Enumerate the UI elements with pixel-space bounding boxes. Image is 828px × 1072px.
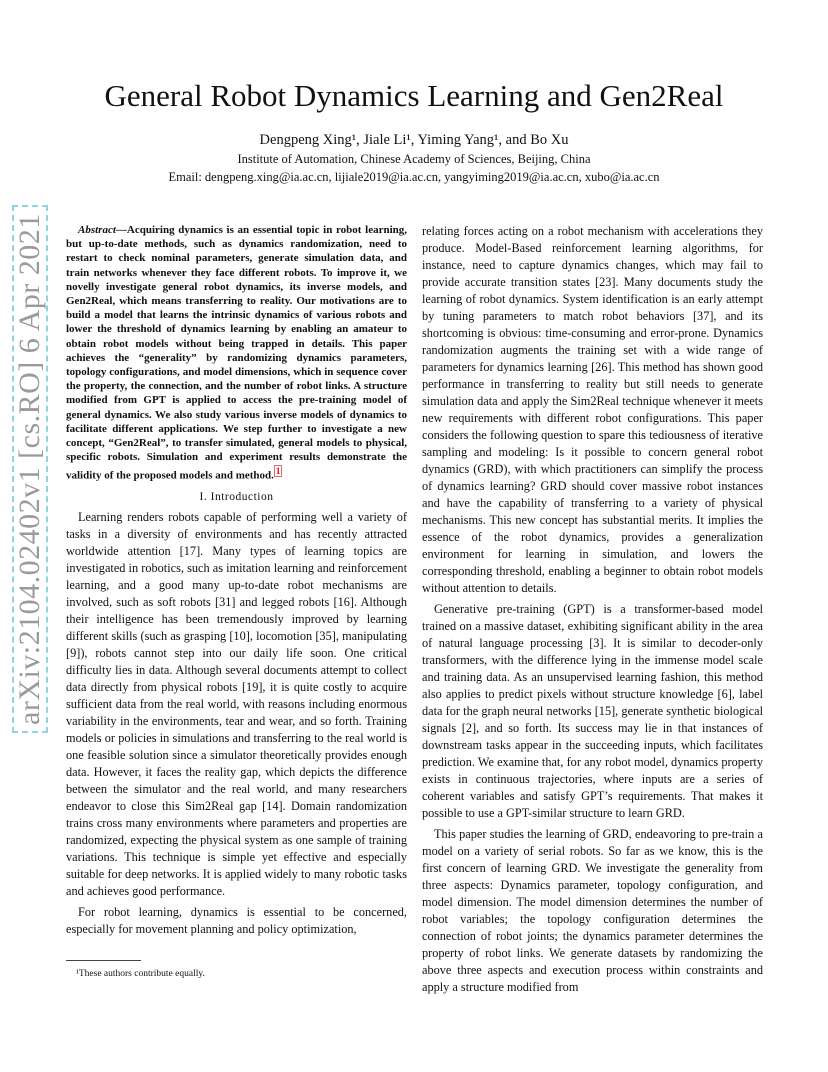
intro-paragraph-2: For robot learning, dynamics is essential to be concerned, especially for movement planning and policy optimization, xyxy=(66,905,407,937)
intro-paragraph-1: Learning renders robots capable of performing well a variety of tasks in a diversity of environments and has recently attracted worldwide attention [17]. Many types of learning topics are investigated in robotics, such as imitation learning and reinforcement learning, and a good many up-to-date robot mechanisms are involved, such as soft robots [31] and legged robots [16]. Although their intelligence has been tremendously improved by learning different skills (such as grasping [10], locomotion [35], manipulating [9]), robots cannot step into our daily life soon. One critical difficulty lies in data. Although several documents attempt to collect data directly from physical robots [19], it is quite costly to acquire sufficient data from the real world, with reasons including enormous variability in the environments, tear and wear, and so forth. Training models or policies in simulations and transferring to the real world is one feasible solution since a simulator theoretically provides enough data. However, it faces the reality gap, which depicts the difference between the simulator and the real world, and many researchers endeavor to close this Sim2Real gap [14]. Domain randomization trains cross many environments where parameters and properties are randomized, expecting the physical system as one sample of training variations. This technique is simple yet effective and especially suitable for deep networks. It is applied widely to many robotic tasks and achieves good performance. xyxy=(66,510,407,899)
intro-paragraph-4: Generative pre-training (GPT) is a transformer-based model trained on a massive dataset, exhibiting significant ability in the area of natural language processing [3]. It is similar to decoder-only transformers, with the difference lying in the immense model scale and training data. As an unsupervised learning fashion, this method also applies to predict pixels without structure knowledge [6], label data for the graph neural networks [15], generate synthetic biological signals [2], and so forth. Its success may lie in that instances of downstream tasks appear in the succeeding inputs, which facilitates prediction. We examine that, for any robot model, dynamics property exists in continuous trajectories, where inputs are a series of coherent variables and satisfy GPT’s requirements. That makes it possible to use a GPT-similar structure to learn GRD. xyxy=(422,602,763,820)
paper-title: General Robot Dynamics Learning and Gen2Real xyxy=(104,78,724,113)
abstract-text: —Acquiring dynamics is an essential topic in robot learning, but up-to-date methods, such as dynamics randomization, need to restart to check nominal parameters, generate simulation data, and train networks whenever they face different robots. To improve it, we novelly investigate general robot dynamics, its inverse models, and Gen2Real, which means transferring to reality. Our motivations are to build a model that learns the intrinsic dynamics of various robots and lower the threshold of dynamics learning by enabling an amateur to obtain robot models without being trapped in details. This paper achieves the “generality” by randomizing dynamics parameters, topology configurations, and model dimensions, which in sequence cover the property, the connection, and the number of robot links. A structure modified from GPT is applied to access the pre-training model of general dynamics. We also study various inverse models of dynamics to facilitate different applications. We step further to investigate a new concept, “Gen2Real”, to transfer simulated, general models to physical, specific robots. Simulation and experiment results demonstrate the validity of the proposed models and method. xyxy=(66,224,407,483)
footnote: ¹These authors contribute equally. xyxy=(76,969,205,979)
arxiv-id-label[interactable]: arXiv:2104.02402v1 [cs.RO] 6 Apr 2021 xyxy=(12,205,48,733)
author-list: Dengpeng Xing¹, Jiale Li¹, Yiming Yang¹, and Bo Xu xyxy=(259,132,569,148)
footnote-rule xyxy=(66,960,141,961)
email-line: Email: dengpeng.xing@ia.ac.cn, lijiale2019@ia.ac.cn, yangyiming2019@ia.ac.cn, xubo@ia.ac.cn xyxy=(168,170,660,184)
abstract xyxy=(66,223,407,483)
right-column xyxy=(422,223,763,996)
footnote-link[interactable]: 1 xyxy=(275,466,281,477)
intro-paragraph-3: relating forces acting on a robot mechanism with accelerations they produce. Model-Based reinforcement learning algorithms, for instance, need to capture dynamics changes, which may fail to provide accurate transition states [23]. Many documents study the learning of robot dynamics. System identification is an early attempt by tuning parameters to match robot behaviors [37], and its shortcoming is obvious: time-consuming and error-prone. Dynamics randomization augments the training set with a wide range of parameters for dynamics learning [26]. This method has shown good performance in transferring to reality but still needs to generate simulation data and apply the Sim2Real technique whenever it meets new requirements with different robot configurations. This paper considers the following question to spare this tediousness of iterative sampling and modeling: Is it possible to concern general robot dynamics (GRD), with which practitioners can simplify the process of dynamics learning? GRD should cover massive robot instances and have the capability of transferring to a variety of physical mechanisms. This new concept has substantial merits. It implies the essence of the robot dynamics, provides a generalization environment for learning in simulation, and lowers the corresponding threshold, enabling a beginner to obtain robot models without attention to details. xyxy=(422,224,763,595)
left-column xyxy=(66,223,407,938)
section-heading-introduction: I. Introduction xyxy=(199,491,274,504)
affiliation: Institute of Automation, Chinese Academy of Sciences, Beijing, China xyxy=(237,152,591,166)
intro-paragraph-5: This paper studies the learning of GRD, endeavoring to pre-train a model on a variety of serial robots. So far as we know, this is the first concern of learning GRD. We investigate the generality from three aspects: Dynamics parameter, topology configuration, and model dimension. The model dimension determines the number of robot variables; the topology configuration determines the connection of robot joints; the dynamics parameter determines the property of robot links. We generate datasets by randomizing the above three aspects and execution process within constraints and apply a structure modified from xyxy=(422,827,763,994)
abstract-lead: Abstract xyxy=(78,224,116,236)
arxiv-watermark xyxy=(12,213,48,733)
